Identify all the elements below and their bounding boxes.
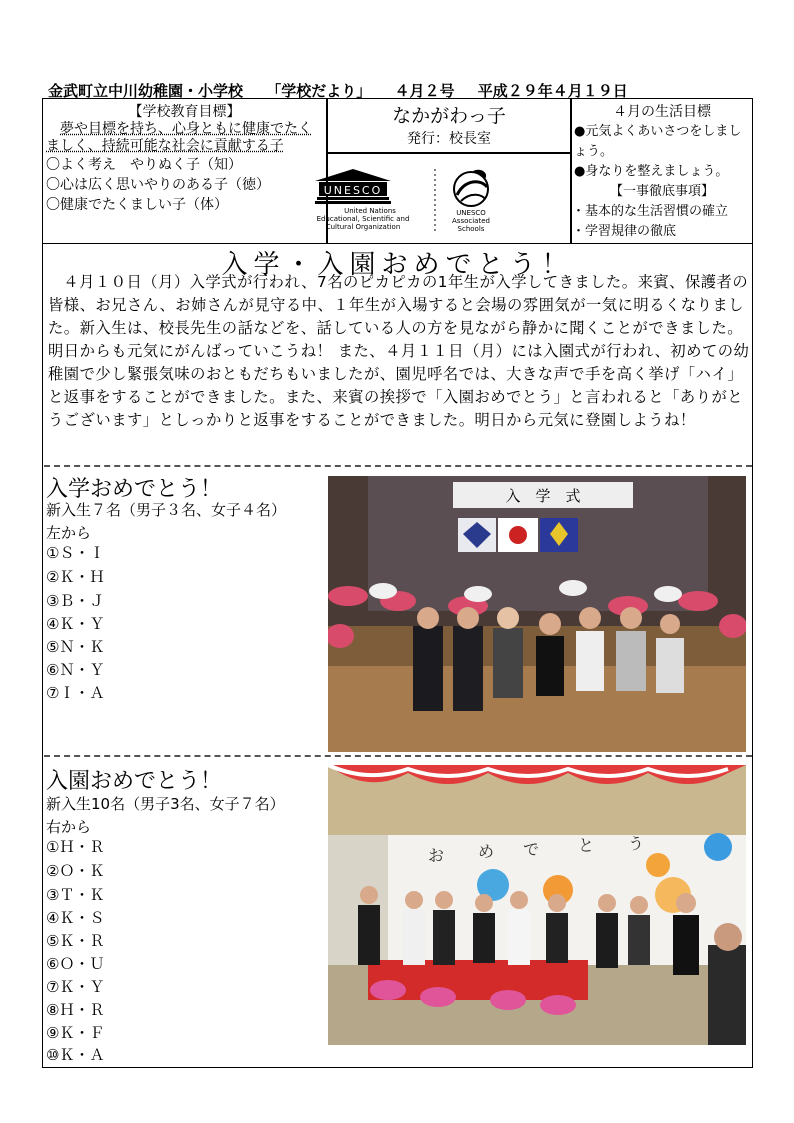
newsletter-name: 「学校だより」: [266, 82, 372, 100]
life-goal-item: ●元気よくあいさつをしましょう。: [574, 124, 742, 159]
rule-item: ・学習規律の徹底: [572, 224, 677, 239]
school-new-count: 新入生７名（男子３名、女子４名）: [46, 501, 287, 519]
unesco-wordmark: UNESCO: [323, 184, 383, 197]
kinder-name: ⑥Ｏ・Ｕ: [46, 955, 105, 973]
rule-item: ・基本的な生活習慣の確立: [572, 204, 729, 219]
kinder-name: ⑦Ｋ・Ｙ: [46, 978, 105, 996]
school-name: 金武町立中川幼稚園・小学校: [48, 82, 244, 100]
school-goals-title: 【学校教育目標】: [128, 104, 241, 120]
kinder-name: ①Ｈ・Ｒ: [46, 838, 105, 856]
student-name: ②Ｋ・Ｈ: [46, 568, 105, 586]
entrance-ceremony-photo: [328, 476, 746, 752]
aspnet-line1: UNESCO: [456, 209, 486, 217]
section-divider: [44, 465, 752, 467]
school-goals-box: [42, 98, 327, 244]
aspnet-line2: Associated: [452, 217, 490, 225]
rule-title: 【一事徹底事項】: [609, 184, 714, 199]
kinder-section-title: 入園おめでとう！: [46, 769, 223, 794]
student-name: ⑦Ｉ・Ａ: [46, 684, 105, 702]
masthead-box: [327, 98, 571, 153]
banner-char: と: [578, 836, 595, 855]
kinder-new-count: 新入生10名（男子3名、女子７名）: [46, 795, 285, 813]
masthead-name: なかがわっ子: [392, 105, 506, 127]
kinder-name: ⑤Ｋ・Ｒ: [46, 932, 105, 950]
kinder-name: ⑩Ｋ・Ａ: [46, 1046, 105, 1064]
kinder-name: ③Ｔ・Ｋ: [46, 886, 105, 904]
ceremony-banner: 入 学 式: [505, 487, 581, 505]
article-body: ４月１０日（月）入学式が行われ、7名のピカピカの1年生が入学してきました。来賓、保護者の皆様、お兄さん、お姉さんが見守る中、１年生が入場すると会場の雰囲気が一気に明るくなりました。新入生は、校長先生の話などを、話している人の方を見ながら静かに聞くことができました。明日からも元気にがんばっていこうね！ また、４月１１日（月）には入園式が行われ、初めての幼稚園で少し緊張気味のおともだちもいましたが、園児呼名では、大きな声で手を高く挙げ「ハイ」と返事をすることができました。また、来賓の挨拶で「入園おめでとう」と言われると「ありがとうございます」としっかりと返事をすることができました。明日から元気に登園しようね！: [48, 273, 750, 429]
student-name: ④Ｋ・Ｙ: [46, 615, 105, 633]
unesco-org-line1: United Nations: [344, 207, 396, 215]
life-goal-item: ●身なりを整えましょう。: [574, 164, 729, 179]
student-name: ⑤Ｎ・Ｋ: [46, 638, 105, 656]
life-goals-box: [571, 98, 753, 244]
school-goals-main: 夢や目標を持ち、心身ともに健康でたくましく、持続可能な社会に貢献する子: [46, 121, 312, 154]
aspnet-globe-icon: [454, 170, 488, 206]
banner-char: で: [523, 840, 540, 859]
aspnet-line3: Schools: [457, 225, 485, 233]
kinder-name: ②Ｏ・Ｋ: [46, 862, 105, 880]
life-goals-title: ４月の生活目標: [613, 104, 711, 120]
kinder-name: ⑨Ｋ・Ｆ: [46, 1024, 105, 1042]
banner-char: う: [628, 834, 645, 853]
student-name: ①Ｓ・Ｉ: [46, 544, 105, 562]
unesco-org-line2: Educational, Scientific and: [316, 215, 410, 223]
school-section-title: 入学おめでとう！: [46, 477, 223, 502]
school-goal-item: 〇心は広く思いやりのある子（徳）: [46, 177, 270, 193]
article-headline: 入学・入園おめでとう！: [221, 250, 574, 280]
school-order-label: 左から: [46, 524, 92, 542]
student-name: ⑥Ｎ・Ｙ: [46, 661, 105, 679]
kinder-name: ⑧Ｈ・Ｒ: [46, 1001, 105, 1019]
issue-number: ４月２号: [394, 82, 455, 100]
publisher: 発行：校長室: [407, 131, 491, 147]
banner-char: お: [428, 846, 445, 865]
unesco-logo: [295, 165, 525, 237]
kinder-name: ④Ｋ・Ｓ: [46, 909, 105, 927]
issue-date: 平成２９年４月１９日: [477, 82, 628, 100]
section-divider: [44, 755, 752, 757]
kinder-order-label: 右から: [46, 818, 92, 836]
school-goal-item: 〇健康でたくましい子（体）: [46, 197, 228, 213]
kinder-ceremony-photo: [328, 765, 746, 1045]
student-name: ③Ｂ・Ｊ: [46, 592, 105, 610]
school-goal-item: 〇よく考え やりぬく子（知）: [46, 157, 242, 173]
banner-char: め: [478, 842, 495, 861]
unesco-org-line3: Cultural Organization: [325, 223, 401, 231]
